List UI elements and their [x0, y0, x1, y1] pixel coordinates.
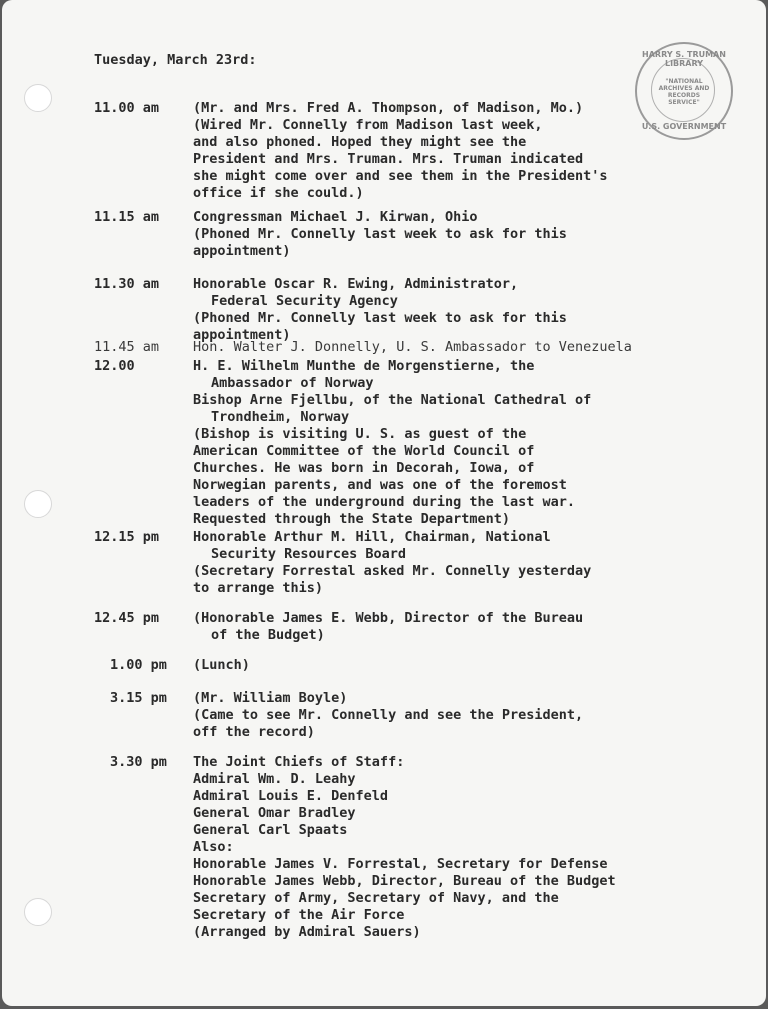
archive-stamp — [635, 42, 733, 140]
punch-hole — [24, 490, 52, 518]
stamp-middle-text: "NATIONAL ARCHIVES AND RECORDS SERVICE" — [658, 78, 710, 106]
entry-text: The Joint Chiefs of Staff: Admiral Wm. D. Leahy Admiral Louis E. Denfeld General Omar Bradley General Carl Spaats Also: Honorable James V. Forrestal, Secretary for Defense Honorable James Webb, Director, Bureau of the Budget Secretary of Army, Secretary of Navy, and the Secretary of the Air Force (Arranged by Admiral Sauers) — [193, 754, 616, 940]
entry-text: (Mr. William Boyle) (Came to see Mr. Connelly and see the President, off the record) — [193, 690, 584, 740]
entry-time: 11.30 am — [94, 276, 160, 292]
entry-text: Hon. Walter J. Donnelly, U. S. Ambassador to Venezuela — [193, 339, 632, 355]
entry-time: 1.00 pm — [110, 657, 167, 673]
punch-hole — [24, 84, 52, 112]
entry-time: 12.45 pm — [94, 610, 160, 626]
entry-time: 12.15 pm — [94, 529, 160, 545]
stamp-top-text: HARRY S. TRUMAN LIBRARY — [642, 50, 726, 68]
entry-time: 11.15 am — [94, 209, 160, 225]
date-heading: Tuesday, March 23rd: — [94, 52, 257, 68]
punch-hole — [24, 898, 52, 926]
entry-text: Congressman Michael J. Kirwan, Ohio (Phoned Mr. Connelly last week to ask for this appointment) — [193, 209, 567, 259]
entry-time: 11.00 am — [94, 100, 160, 116]
entry-time: 3.15 pm — [110, 690, 167, 706]
entry-text: (Honorable James E. Webb, Director of the Bureau of the Budget) — [193, 610, 584, 643]
entry-time: 12.00 — [94, 358, 135, 374]
entry-text: Honorable Arthur M. Hill, Chairman, National Security Resources Board (Secretary Forrestal asked Mr. Connelly yesterday to arrange this) — [193, 529, 592, 596]
entry-time: 11.45 am — [94, 339, 160, 355]
stamp-bottom-text: U.S. GOVERNMENT — [641, 122, 727, 131]
entry-text: (Lunch) — [193, 657, 250, 673]
entry-time: 3.30 pm — [110, 754, 167, 770]
entry-text: (Mr. and Mrs. Fred A. Thompson, of Madison, Mo.) (Wired Mr. Connelly from Madison last week, and also phoned. Hoped they might see the President and Mrs. Truman. Mrs. Truman indicated she might come over and see them in the President's office if she could.) — [193, 100, 608, 201]
document-page — [2, 0, 766, 1006]
entry-text: Honorable Oscar R. Ewing, Administrator, Federal Security Agency (Phoned Mr. Connelly last week to ask for this appointment) — [193, 276, 567, 343]
entry-text: H. E. Wilhelm Munthe de Morgenstierne, the Ambassador of Norway Bishop Arne Fjellbu, of the National Cathedral of Trondheim, Norway (Bishop is visiting U. S. as guest of the American Committee of the World Council of Churches. He was born in Decorah, Iowa, of Norwegian parents, and was one of the foremost leaders of the underground during the last war. Requested through the State Department) — [193, 358, 592, 527]
